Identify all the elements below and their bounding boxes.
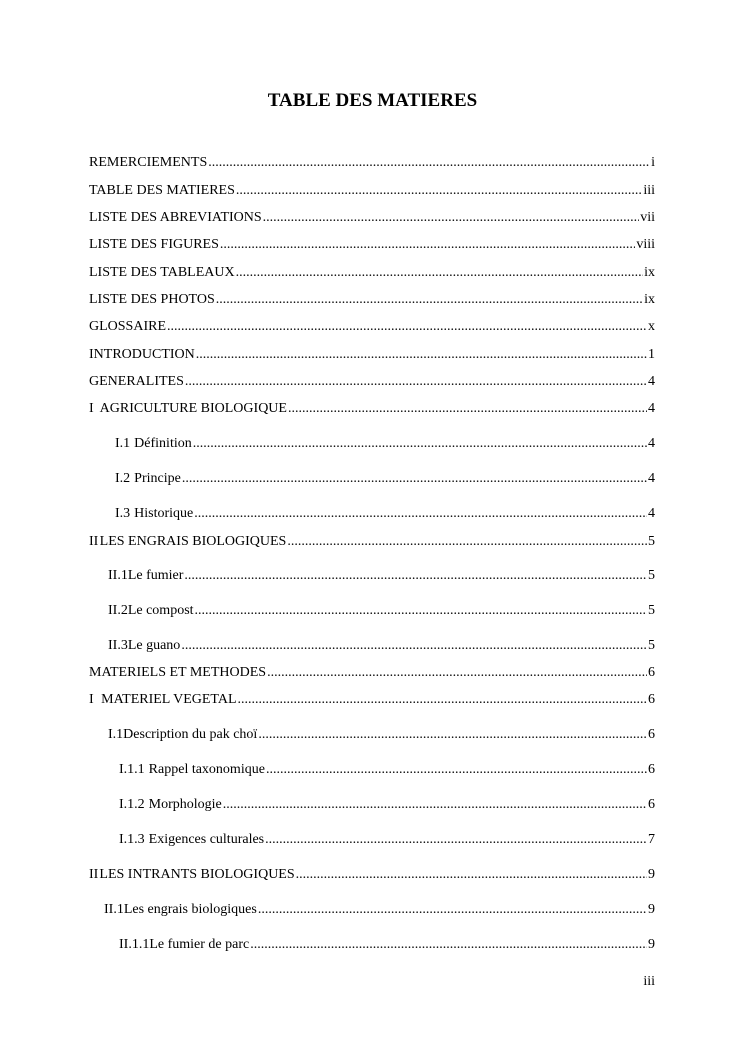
toc-entry-page: 6	[648, 665, 655, 680]
toc-entry-number: II	[89, 534, 99, 549]
toc-entry-label: Principe	[134, 471, 181, 486]
dot-leader	[236, 263, 643, 283]
toc-entry-exigences-culturales[interactable]	[119, 830, 655, 850]
toc-entry-page: viii	[636, 237, 655, 252]
toc-entry-label: LISTE DES PHOTOS	[89, 292, 215, 307]
toc-entry-page: 6	[648, 727, 655, 742]
toc-entry-page: 9	[648, 902, 655, 917]
toc-entry-label: Historique	[134, 506, 194, 521]
dot-leader	[250, 935, 647, 955]
toc-entry-page: 5	[648, 638, 655, 653]
dot-leader	[263, 208, 640, 228]
toc-entry-principe[interactable]	[115, 469, 655, 489]
toc-entry-page: vii	[640, 210, 655, 225]
dot-leader	[236, 181, 642, 201]
toc-entry-label: TABLE DES MATIERES	[89, 183, 235, 198]
dot-leader	[258, 900, 647, 920]
toc-entry-le-guano[interactable]	[108, 636, 655, 656]
toc-entry-label: Le compost	[127, 603, 194, 618]
toc-entry-label: Le guano	[127, 638, 181, 653]
toc-entry-label: LES ENGRAIS BIOLOGIQUES	[99, 534, 287, 549]
toc-entry-label: GENERALITES	[89, 374, 184, 389]
toc-entry-page: 9	[648, 867, 655, 882]
toc-entry-number: I	[89, 692, 94, 707]
toc-entry-page: 5	[648, 534, 655, 549]
page-title: TABLE DES MATIERES	[267, 90, 478, 111]
toc-entry-historique[interactable]	[115, 504, 655, 524]
dot-leader	[288, 399, 647, 419]
dot-leader	[208, 153, 650, 173]
toc-entry-number: I.2	[115, 471, 131, 486]
toc-entry-page: ix	[644, 265, 655, 280]
dot-leader	[258, 725, 647, 745]
toc-entry-page: 4	[648, 471, 655, 486]
toc-entry-le-compost[interactable]	[108, 601, 655, 621]
toc-entry-introduction[interactable]	[89, 345, 655, 365]
toc-entry-number: I.1.1	[119, 762, 145, 777]
toc-entry-page: 5	[648, 603, 655, 618]
toc-entry-label: MATERIEL VEGETAL	[101, 692, 237, 707]
toc-entry-label: AGRICULTURE BIOLOGIQUE	[99, 401, 287, 416]
toc-entry-page: 6	[648, 762, 655, 777]
toc-entry-rappel-taxonomique[interactable]	[119, 760, 655, 780]
toc-entry-table-des-matieres[interactable]	[89, 181, 655, 201]
toc-entry-label: Rappel taxonomique	[148, 762, 265, 777]
toc-entry-page: iii	[643, 183, 655, 198]
toc-entry-label: Exigences culturales	[148, 832, 265, 847]
toc-entry-liste-des-photos[interactable]	[89, 290, 655, 310]
dot-leader	[296, 865, 647, 885]
dot-leader	[265, 830, 647, 850]
toc-entry-agriculture-biologique[interactable]	[89, 399, 655, 419]
toc-entry-label: Définition	[134, 436, 192, 451]
toc-entry-number: I.1.3	[119, 832, 145, 847]
dot-leader	[182, 469, 647, 489]
toc-entry-label: INTRODUCTION	[89, 347, 195, 362]
dot-leader	[220, 235, 635, 255]
toc-entry-label: MATERIELS ET METHODES	[89, 665, 267, 680]
toc-entry-label: LISTE DES ABREVIATIONS	[89, 210, 262, 225]
dot-leader	[184, 566, 647, 586]
toc-entry-page: 9	[648, 937, 655, 952]
toc-entry-page: 4	[648, 374, 655, 389]
toc-entry-number: II	[89, 867, 99, 882]
toc-entry-label: LISTE DES TABLEAUX	[89, 265, 235, 280]
toc-entry-page: 7	[648, 832, 655, 847]
toc-entry-label: Description du pak choï	[123, 727, 258, 742]
toc-entry-label: GLOSSAIRE	[89, 319, 167, 334]
dot-leader	[238, 690, 648, 710]
toc-entry-page: x	[648, 319, 655, 334]
toc-entry-page: ix	[644, 292, 655, 307]
toc-entry-le-fumier-de-parc[interactable]	[119, 935, 655, 955]
toc-entry-page: i	[651, 155, 655, 170]
dot-leader	[194, 504, 647, 524]
toc-entry-label: REMERCIEMENTS	[89, 155, 208, 170]
toc-entry-le-fumier[interactable]	[108, 566, 655, 586]
toc-entry-page: 6	[648, 797, 655, 812]
toc-entry-number: I.1	[108, 727, 124, 742]
toc-entry-number: II.1	[104, 902, 124, 917]
toc-entry-number: I.1	[115, 436, 131, 451]
toc-entry-label: Le fumier de parc	[149, 937, 250, 952]
dot-leader	[193, 434, 647, 454]
toc-entry-page: 4	[648, 436, 655, 451]
toc-entry-les-engrais-biologiques[interactable]	[89, 532, 655, 552]
toc-entry-label: Les engrais biologiques	[123, 902, 257, 917]
toc-entry-number: II.2	[108, 603, 128, 618]
toc-entry-number: I.1.2	[119, 797, 145, 812]
toc-entry-les-intrants-biologiques[interactable]	[89, 865, 655, 885]
toc-entry-page: 4	[648, 401, 655, 416]
toc-entry-page: 5	[648, 568, 655, 583]
toc-entry-liste-des-abreviations[interactable]	[89, 208, 655, 228]
toc-entry-generalites[interactable]	[89, 372, 655, 392]
toc-entry-liste-des-tableaux[interactable]	[89, 263, 655, 283]
toc-entry-page: 6	[648, 692, 655, 707]
toc-entry-number: II.1.1	[119, 937, 150, 952]
dot-leader	[167, 317, 647, 337]
toc-entry-page: 4	[648, 506, 655, 521]
toc-entry-label: LES INTRANTS BIOLOGIQUES	[99, 867, 295, 882]
toc-entry-label: Morphologie	[148, 797, 222, 812]
toc-entry-description-du-pak-choi[interactable]	[108, 725, 655, 745]
dot-leader	[267, 663, 647, 683]
toc-entry-page: 1	[648, 347, 655, 362]
dot-leader	[181, 636, 647, 656]
toc-entry-materiels-et-methodes[interactable]	[89, 663, 655, 683]
dot-leader	[287, 532, 647, 552]
toc-entry-number: II.3	[108, 638, 128, 653]
toc-entry-glossaire[interactable]	[89, 317, 655, 337]
toc-entry-remerciements[interactable]	[89, 153, 655, 173]
toc-entry-label: Le fumier	[127, 568, 184, 583]
page-number: iii	[643, 974, 655, 989]
toc-entry-morphologie[interactable]	[119, 795, 655, 815]
toc-entry-materiel-vegetal[interactable]	[89, 690, 655, 710]
dot-leader	[266, 760, 647, 780]
dot-leader	[223, 795, 647, 815]
dot-leader	[216, 290, 643, 310]
toc-entry-liste-des-figures[interactable]	[89, 235, 655, 255]
toc-entry-les-engrais-biologiques-sub[interactable]	[104, 900, 655, 920]
toc-entry-label: LISTE DES FIGURES	[89, 237, 219, 252]
dot-leader	[195, 601, 647, 621]
toc-entry-definition[interactable]	[115, 434, 655, 454]
toc-entry-number: II.1	[108, 568, 128, 583]
dot-leader	[196, 345, 647, 365]
toc-entry-number: I.3	[115, 506, 131, 521]
toc-entry-number: I	[89, 401, 94, 416]
dot-leader	[185, 372, 647, 392]
